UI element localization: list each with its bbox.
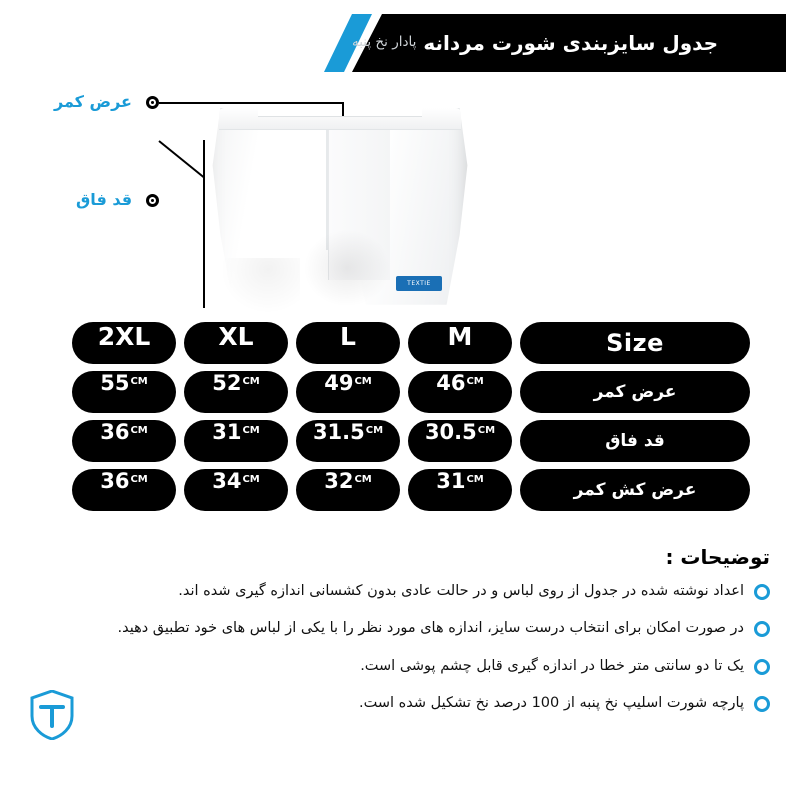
row-label-waist-width: عرض کمر — [520, 371, 750, 413]
circle-bullet-icon — [754, 696, 770, 712]
cell-number: 49 — [324, 371, 354, 395]
waist-callout-line — [159, 102, 344, 104]
cell-unit: CM — [130, 474, 148, 485]
cell-value — [408, 420, 512, 462]
boxer-short-image — [210, 108, 470, 318]
cell-number: 36 — [100, 469, 130, 493]
cell-number: 31.5 — [312, 420, 365, 444]
cell-number: 32 — [324, 469, 354, 493]
waist-callout-dot — [146, 96, 159, 109]
table-row — [60, 469, 750, 511]
size-table — [60, 322, 750, 518]
size-header-xl: XL — [184, 322, 288, 364]
brand-logo-icon — [30, 690, 74, 740]
cell-value — [184, 469, 288, 511]
table-header-row — [60, 322, 750, 364]
circle-bullet-icon — [754, 659, 770, 675]
notes-title: توضیحات : — [665, 545, 770, 569]
cell-unit: CM — [242, 376, 260, 387]
rise-callout-line-vertical — [203, 140, 205, 308]
notes-section — [30, 545, 770, 729]
row-label-rise: قد فاق — [520, 420, 750, 462]
crotch-shading — [302, 228, 392, 308]
cell-value — [184, 371, 288, 413]
cell-unit: CM — [130, 376, 148, 387]
cell-unit: CM — [242, 474, 260, 485]
cell-unit: CM — [466, 376, 484, 387]
cell-unit: CM — [365, 425, 384, 436]
cell-value — [296, 371, 400, 413]
circle-bullet-icon — [754, 584, 770, 600]
cell-unit: CM — [130, 425, 148, 436]
note-text: پارچه شورت اسلیپ نخ پنبه از 100 درصد نخ تشکیل شده است. — [359, 695, 744, 712]
product-illustration — [30, 80, 530, 320]
cell-value — [184, 420, 288, 462]
cell-number: 34 — [212, 469, 242, 493]
size-header-l: L — [296, 322, 400, 364]
row-label-elastic-width: عرض کش کمر — [520, 469, 750, 511]
cell-value — [72, 469, 176, 511]
size-header-m: M — [408, 322, 512, 364]
cell-value — [408, 371, 512, 413]
cell-number: 30.5 — [424, 420, 477, 444]
cell-number: 52 — [212, 371, 242, 395]
size-header-2xl: 2XL — [72, 322, 176, 364]
cell-unit: CM — [466, 474, 484, 485]
cell-value — [296, 469, 400, 511]
cell-value — [408, 469, 512, 511]
leg-shading — [220, 258, 300, 314]
cell-value — [296, 420, 400, 462]
list-item — [30, 616, 770, 641]
waistband-top-edge — [258, 108, 422, 117]
list-item — [30, 579, 770, 604]
waist-callout-label: عرض کمر — [54, 92, 132, 111]
cell-number: 46 — [436, 371, 466, 395]
brand-tag: TEXTIE — [396, 276, 442, 291]
header-banner — [352, 14, 786, 72]
rise-callout-line-diagonal — [158, 140, 204, 178]
rise-callout-dot — [146, 194, 159, 207]
header-text-group — [352, 14, 786, 72]
cell-number: 31 — [212, 420, 242, 444]
circle-bullet-icon — [754, 621, 770, 637]
note-text: در صورت امکان برای انتخاب درست سایز، اندازه های مورد نظر را با یکی از لباس های خود تطبیق دهید. — [117, 620, 744, 637]
note-text: اعداد نوشته شده در جدول از روی لباس و در حالت عادی بدون کشسانی اندازه گیری شده اند. — [178, 583, 744, 599]
cell-unit: CM — [242, 425, 260, 436]
cell-number: 36 — [100, 420, 130, 444]
cell-value — [72, 371, 176, 413]
note-text: یک تا دو سانتی متر خطا در اندازه گیری قابل چشم پوشی است. — [360, 657, 744, 674]
list-item — [30, 691, 770, 716]
cell-number: 55 — [100, 371, 130, 395]
cell-unit: CM — [354, 376, 372, 387]
rise-callout-label: قد فاق — [76, 190, 133, 209]
waist-callout-tick — [342, 102, 344, 116]
size-header-label: Size — [520, 322, 750, 364]
cell-number: 31 — [436, 469, 466, 493]
cell-unit: CM — [354, 474, 372, 485]
page-title: جدول سایزبندی شورت مردانه — [423, 31, 719, 55]
cell-value — [72, 420, 176, 462]
table-row — [60, 371, 750, 413]
cell-unit: CM — [477, 425, 496, 436]
list-item — [30, 654, 770, 679]
page-subtitle: پادار نخ پنبه — [352, 34, 417, 50]
table-row — [60, 420, 750, 462]
